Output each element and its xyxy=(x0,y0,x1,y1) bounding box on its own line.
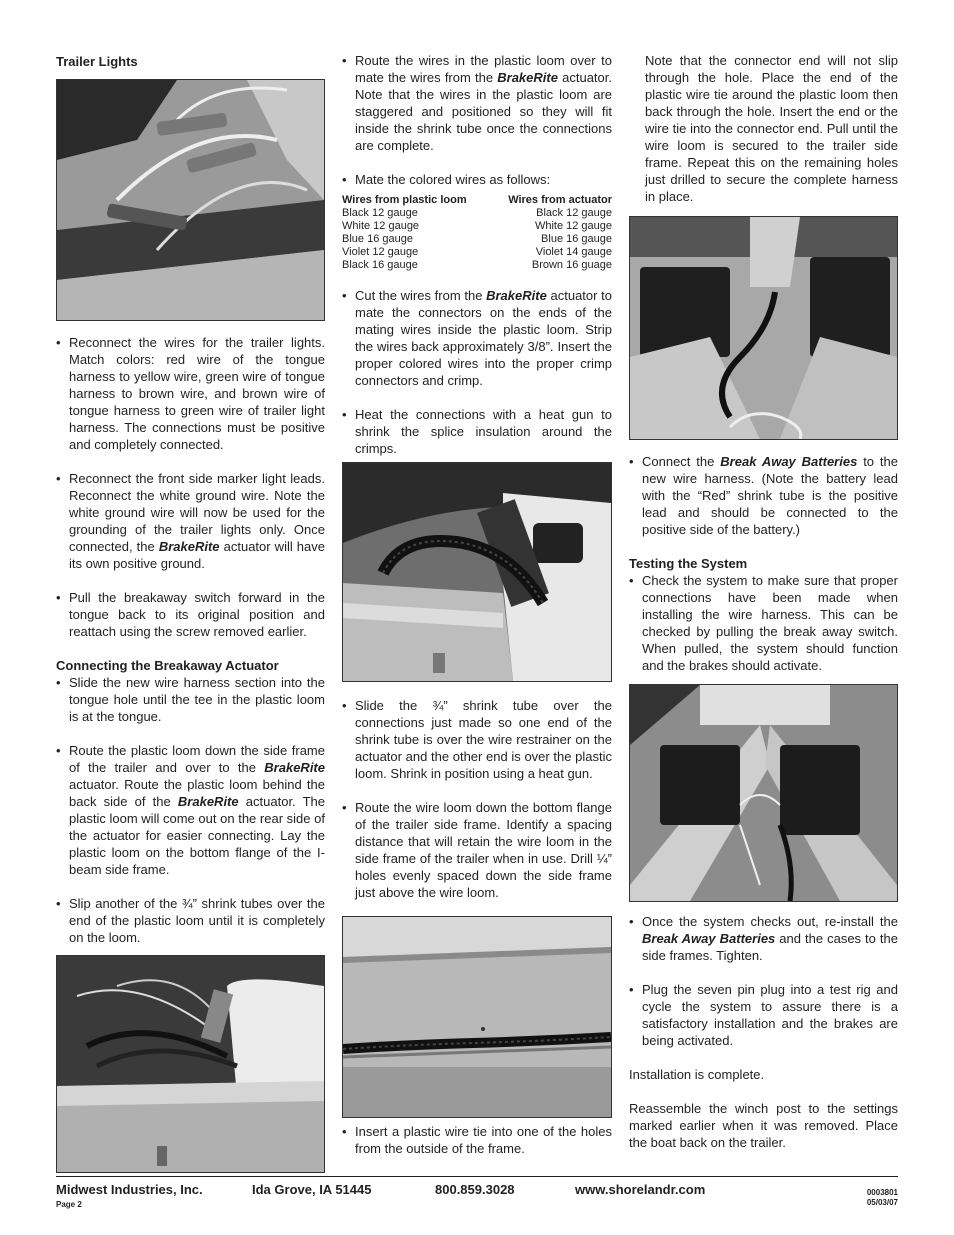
table-header-actuator: Wires from actuator xyxy=(508,194,612,206)
footer-website: www.shorelandr.com xyxy=(575,1182,706,1197)
breakaway-heading: Connecting the Breakaway Actuator xyxy=(56,658,279,673)
step-reinstall-batteries: • Once the system checks out, re-install the Break Away Batteries and the cases to the side frames. Tighten. xyxy=(629,914,898,963)
step-mate-wires: • Mate the colored wires as follows: xyxy=(342,172,551,187)
table-header-plastic-loom: Wires from plastic loom xyxy=(342,194,467,206)
step-route-wires: • Route the wires in the plastic loom over to mate the wires from the BrakeRite actuator. Note that the wires in the plastic loom are staggered and positioned so they will fit inside the shrink tube once the connections are complete. xyxy=(342,53,612,153)
table-row: Black 12 gauge Black 12 gauge xyxy=(342,207,612,219)
wire-tie-continuation: Note that the connector end will not slip through the hole. Place the end of the plastic wire tie around the plastic loom then back through the hole. Insert the end or the wire tie into the connector end. Pull until the wire loom is secured to the trailer side frame. Repeat this on the remaining holes just drilled to secure the complete harness in place. xyxy=(645,53,898,204)
table-row: Black 16 gauge Brown 16 guage xyxy=(342,259,612,271)
testing-heading: Testing the System xyxy=(629,556,748,571)
step-connect-batteries: • Connect the Break Away Batteries to the new wire harness. (Note the battery lead with the “Red” shrink tube is the positive lead and should be connected to the positive side of the battery.) xyxy=(629,454,899,537)
page-footer xyxy=(56,1176,898,1209)
table-row: White 12 gauge White 12 gauge xyxy=(342,220,612,232)
column-1 xyxy=(56,52,325,946)
step-reconnect-marker-lights: • Reconnect the front side marker light leads. Reconnect the white ground wire. Note the white ground wire will now be used for the grounding of the trailer lights only. Once connected, the BrakeRite actuator will have its own positive ground. xyxy=(56,471,325,571)
photo-battery-cases xyxy=(629,216,898,440)
footer-city: Ida Grove, IA 51445 xyxy=(252,1182,372,1197)
step-check-system: • Check the system to make sure that proper connections have been made when installing the wire harness. This can be checked by pulling the break away switch. When pulled, the system should function and the brakes should activate. xyxy=(629,573,898,673)
step-route-loom: • Route the plastic loom down the side frame of the trailer and over to the BrakeRite actuator. Route the plastic loom behind the back side of the BrakeRite actuator. The plastic loom will come out on the rear side of the actuator for easier connecting. Lay the plastic loom on the bottom flange of the I-beam side frame. xyxy=(56,743,326,877)
step-reconnect-trailer-lights: • Reconnect the wires for the trailer lights. Match colors: red wire of the tongue harness to yellow wire, green wire of tongue harness to brown wire, and brown wire of tongue harness to green wire of trailer light harness. The connections must be positive and completely connected. xyxy=(56,335,325,452)
column-2 xyxy=(342,52,612,1157)
installation-complete: Installation is complete. xyxy=(629,1067,765,1082)
photo-trailer-tongue xyxy=(629,684,898,902)
step-route-wire-loom: • Route the wire loom down the bottom flange of the trailer side frame. Identify a spacing distance that will retain the wire loom in the side frame of the trailer when in use. Drill ¼” holes evenly spaced down the side frame just above the wire loom. xyxy=(342,800,612,900)
photo-shrink-tube-actuator xyxy=(342,462,612,682)
reassemble-instructions: Reassemble the winch post to the settings marked earlier when it was removed. Place the boat back on the trailer. xyxy=(629,1101,898,1150)
step-slide-shrink-tube: • Slide the ¾” shrink tube over the connections just made so one end of the shrink tube is over the wire restrainer on the actuator and the other end is over the plastic loom. Shrink in position using a heat gun. xyxy=(342,698,612,781)
footer-doc-number: 0003801 xyxy=(866,1188,898,1197)
trailer-lights-heading: Trailer Lights xyxy=(56,54,138,69)
step-breakaway-switch: • Pull the breakaway switch forward in the tongue back to its original position and reattach using the screw removed earlier. xyxy=(56,590,325,639)
step-heat-connections: • Heat the connections with a heat gun to shrink the splice insulation around the crimps. xyxy=(342,407,612,456)
photo-actuator-wires xyxy=(56,955,325,1173)
step-cut-wires: • Cut the wires from the BrakeRite actuator to mate the connectors on the ends of the mating wires inside the plastic loom. Strip the wires back approximately 3/8”. Insert the proper colored wires into the proper crimp connectors and crimp. xyxy=(342,288,612,388)
step-insert-wire-tie: • Insert a plastic wire tie into one of the holes from the outside of the frame. xyxy=(342,1124,612,1156)
step-slide-harness: • Slide the new wire harness section into the tongue hole until the tee in the plastic loom is at the tongue. xyxy=(56,675,325,724)
step-slip-shrink-tube: • Slip another of the ¾” shrink tubes over the end of the plastic loom until it is completely on the loom. xyxy=(56,896,325,945)
footer-company: Midwest Industries, Inc. xyxy=(56,1182,203,1197)
column-3 xyxy=(629,52,898,1151)
step-test-rig: • Plug the seven pin plug into a test rig and cycle the system to assure there is a satisfactory installation and the brakes are being activated. xyxy=(629,982,898,1048)
footer-page-number: Page 2 xyxy=(56,1200,82,1209)
table-row: Violet 12 gauge Violet 14 gauge xyxy=(342,246,612,258)
footer-date: 05/03/07 xyxy=(866,1198,898,1207)
footer-phone: 800.859.3028 xyxy=(435,1182,515,1197)
wire-color-table xyxy=(342,194,612,272)
photo-trailer-light-wires xyxy=(56,79,325,321)
photo-loom-side-frame xyxy=(342,916,612,1118)
table-row: Blue 16 gauge Blue 16 gauge xyxy=(342,233,612,245)
